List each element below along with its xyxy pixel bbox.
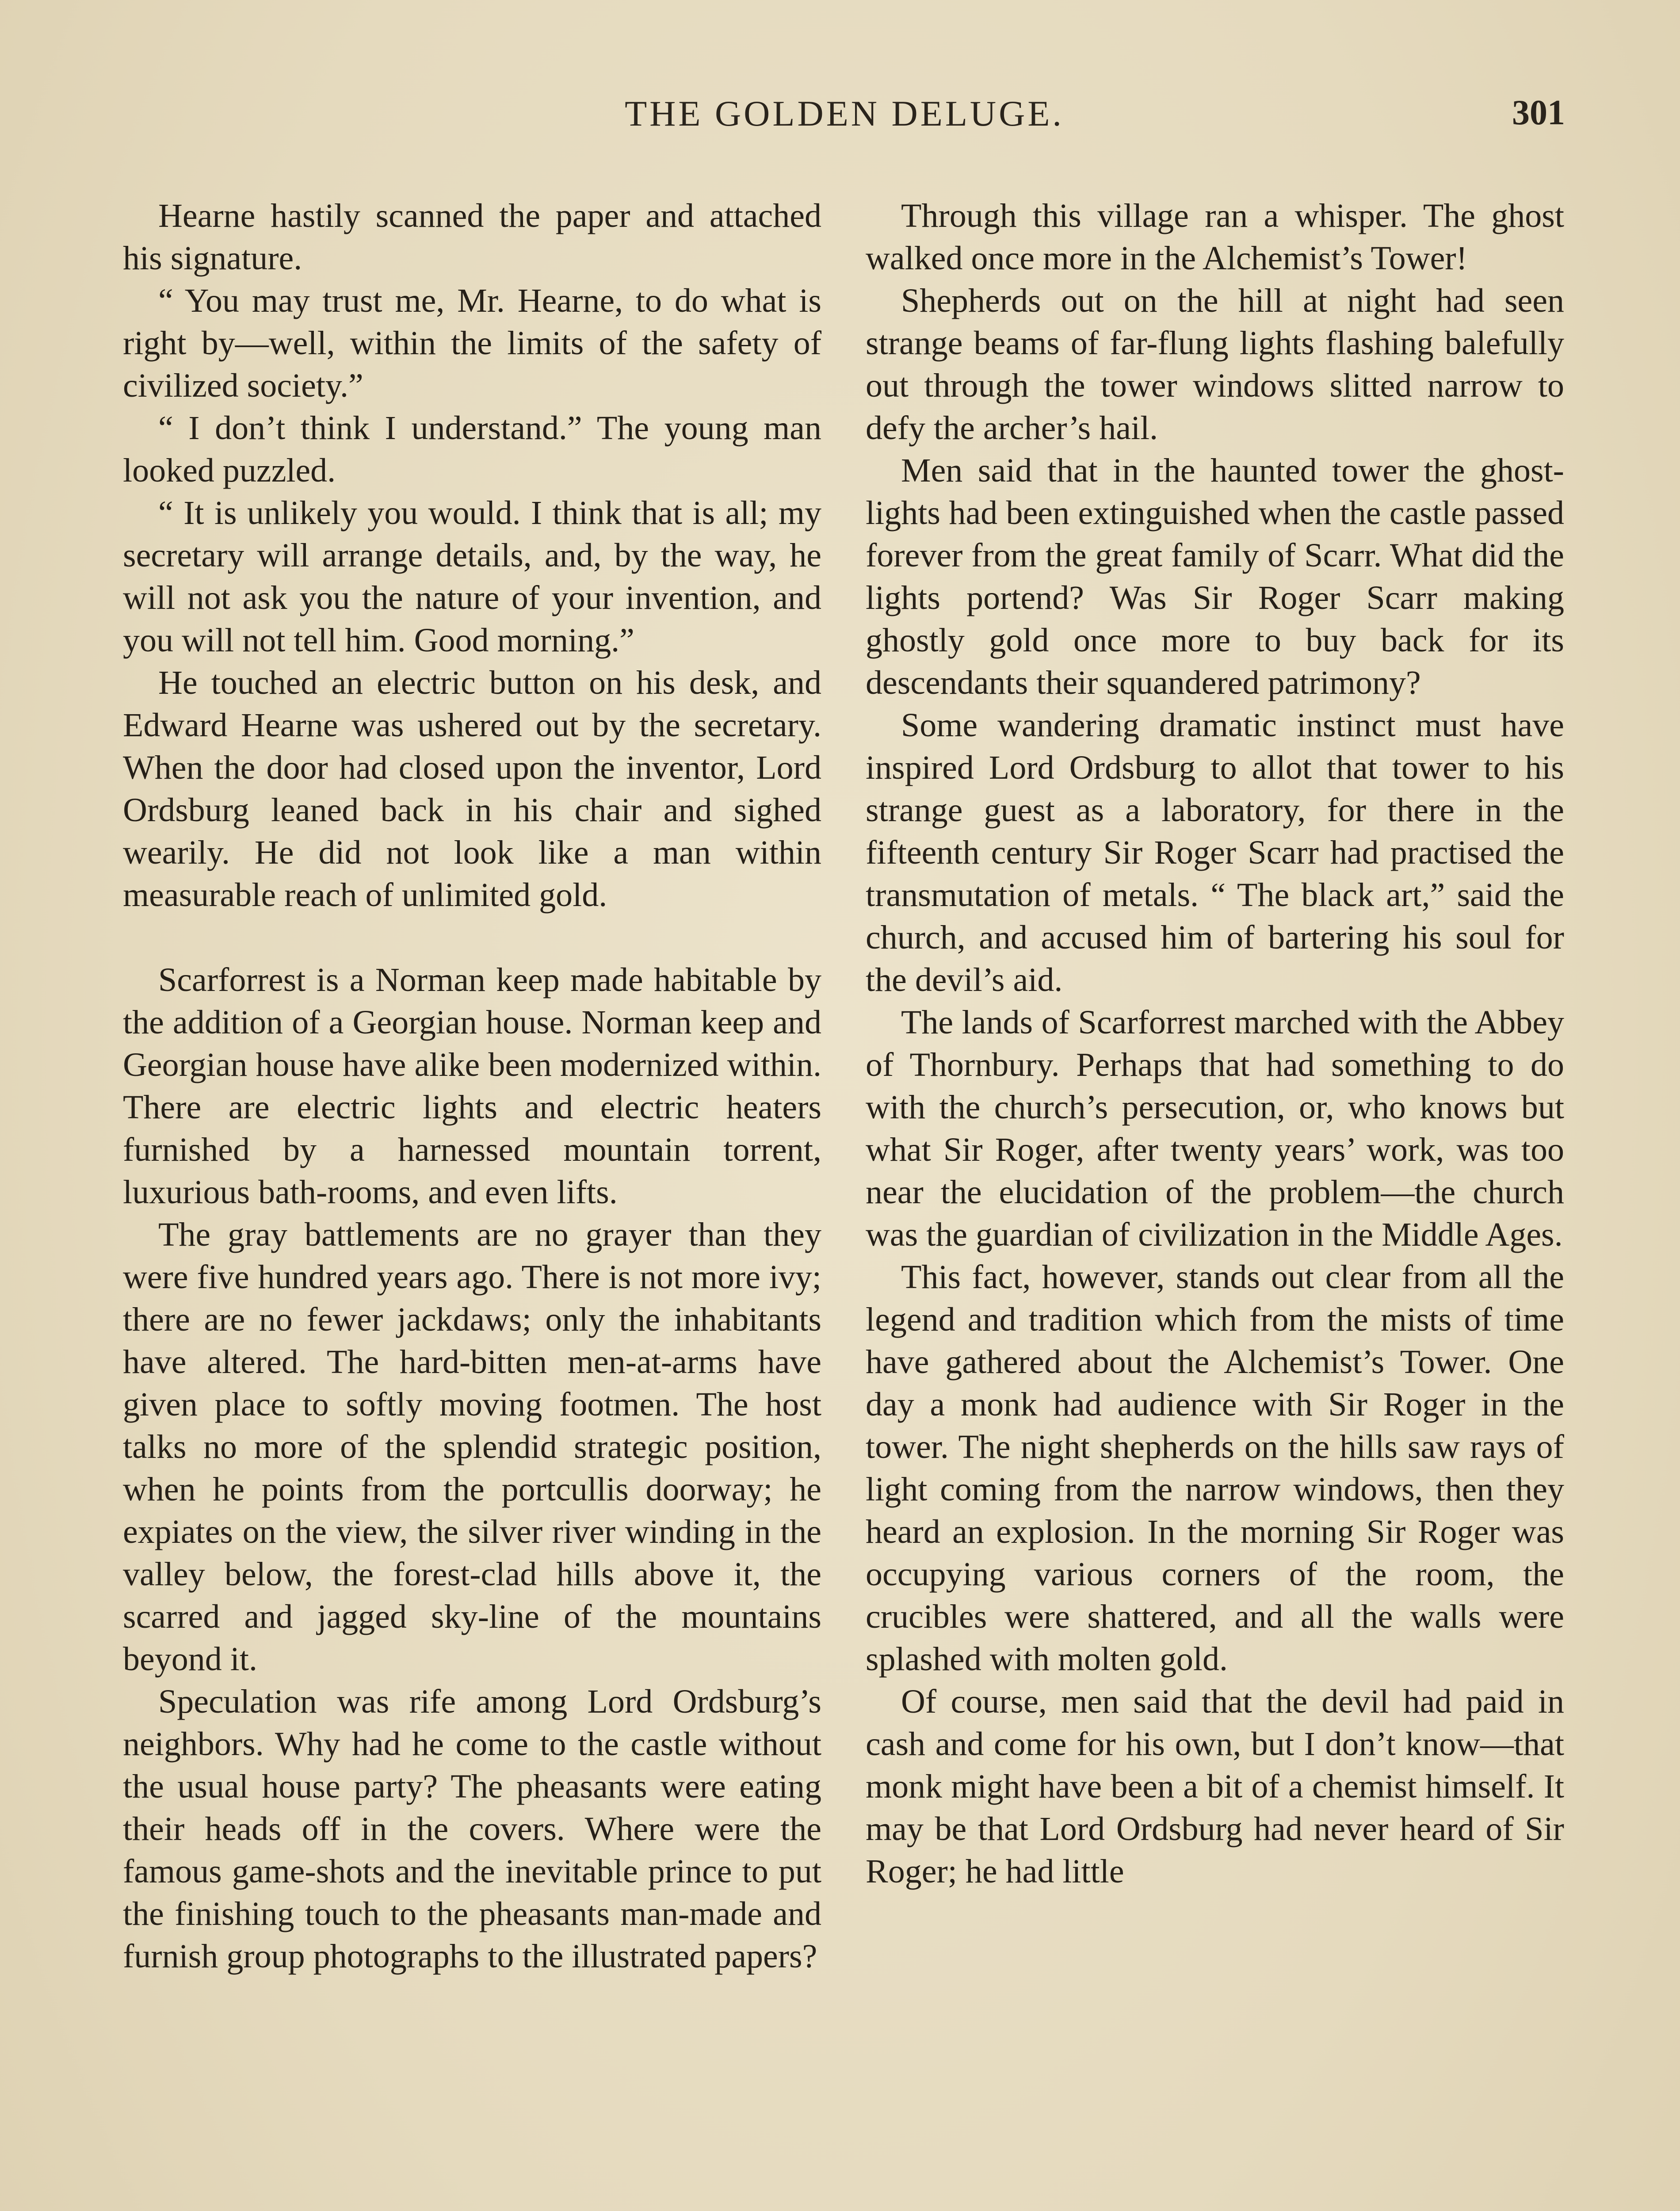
page-number: 301 [1512, 93, 1565, 132]
running-title: THE GOLDEN DELUGE. [625, 93, 1064, 134]
paragraph: Shepherds out on the hill at night had seen strange beams of far-flung lights flashing balefully out through the tower windows slitted narrow to defy the archer’s hail. [866, 282, 1564, 447]
paragraph: “ You may trust me, Mr. Hearne, to do what is right by—well, within the limits of the safety of civilized society.” [123, 282, 821, 404]
paragraph: Hearne hastily scanned the paper and attached his signature. [123, 197, 821, 277]
paragraph: Some wandering dramatic instinct must have inspired Lord Ordsburg to allot that tower to his strange guest as a laboratory, for there in the fifteenth century Sir Roger Scarr had practised the transmutation of metals. “ The black art,” said the church, and accused him of bartering his soul for the devil’s aid. [866, 707, 1564, 998]
left-column [123, 195, 821, 1978]
paragraph: This fact, however, stands out clear from all the legend and tradition which from the mists of time have gathered about the Alchemist’s Tower. One day a monk had audience with Sir Roger in the tower. The night shepherds on the hills saw rays of light coming from the narrow windows, then they heard an explosion. In the morning Sir Roger was occupying various corners of the room, the crucibles were shattered, and all the walls were splashed with molten gold. [866, 1259, 1564, 1678]
right-column [866, 195, 1564, 1893]
paragraph: The gray battlements are no grayer than they were five hundred years ago. There is not more ivy; there are no fewer jackdaws; only the inhabitants have altered. The hard-bitten men-at-arms have given place to softly moving footmen. The host talks no more of the splendid strategic position, when he points from the portcullis doorway; he expiates on the view, the silver river winding in the valley below, the forest-clad hills above it, the scarred and jagged sky-line of the mountains beyond it. [123, 1216, 821, 1678]
page-header [124, 93, 1565, 146]
paragraph: Men said that in the haunted tower the ghost-lights had been extinguished when the castle passed forever from the great family of Scarr. What did the lights portend? Was Sir Roger Scarr making ghostly gold once more to buy back for its descendants their squandered patrimony? [866, 452, 1564, 701]
paragraph: “ I don’t think I understand.” The young man looked puzzled. [123, 409, 821, 489]
paragraph: “ It is unlikely you would. I think that is all; my secretary will arrange details, and, by the way, he will not ask you the nature of your invention, and you will not tell him. Good morning.” [123, 494, 821, 659]
paragraph: The lands of Scarforrest marched with the Abbey of Thornbury. Perhaps that had something to do with the church’s persecution, or, who knows but what Sir Roger, after twenty years’ work, was too near the elucidation of the problem—the church was the guardian of civilization in the Middle Ages. [866, 1004, 1564, 1253]
paragraph: He touched an electric button on his desk, and Edward Hearne was ushered out by the secretary. When the door had closed upon the inventor, Lord Ordsburg leaned back in his chair and sighed wearily. He did not look like a man within measurable reach of unlimited gold. [123, 664, 821, 914]
paragraph: Of course, men said that the devil had paid in cash and come for his own, but I don’t know—that monk might have been a bit of a chemist himself. It may be that Lord Ordsburg had never heard of Sir Roger; he had little [866, 1683, 1564, 1890]
paragraph: Speculation was rife among Lord Ordsburg’s neighbors. Why had he come to the castle without the usual house party? The pheasants were eating their heads off in the covers. Where were the famous game-shots and the inevitable prince to put the finishing touch to the pheasants man-made and furnish group photographs to the illustrated papers? [123, 1683, 821, 1975]
paragraph: Through this village ran a whisper. The ghost walked once more in the Alchemist’s Tower! [866, 197, 1564, 277]
paragraph: Scarforrest is a Norman keep made habitable by the addition of a Georgian house. Norman keep and Georgian house have alike been modernized within. There are electric lights and electric heaters furnished by a harnessed mountain torrent, luxurious bath-rooms, and even lifts. [123, 961, 821, 1211]
